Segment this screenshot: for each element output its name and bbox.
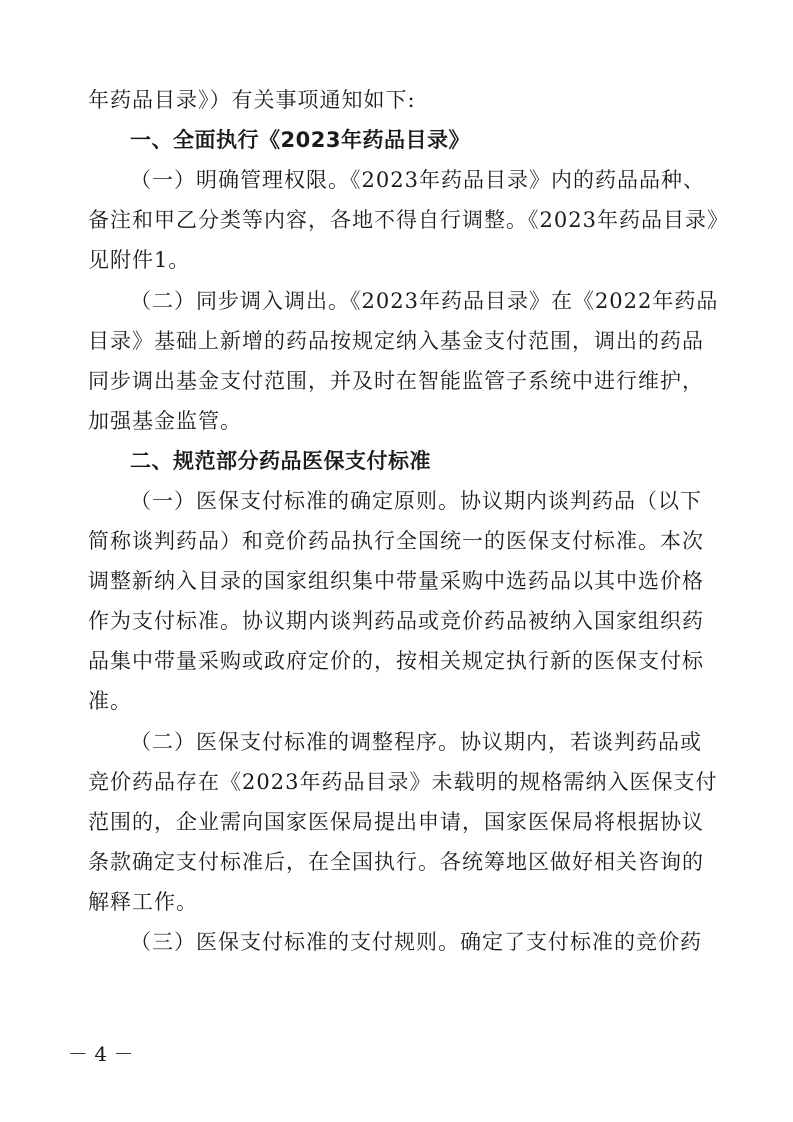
text-line: 同步调出基金支付范围，并及时在智能监管子系统中进行维护， <box>88 369 704 393</box>
text-line: 调整新纳入目录的国家组织集中带量采购中选药品以其中选价格 <box>88 569 704 593</box>
text-line: 备注和甲乙分类等内容，各地不得自行调整。《2023年药品目录》 <box>88 208 729 232</box>
text-line: （一）明确管理权限。《2023年药品目录》内的药品品种、 <box>130 168 705 192</box>
text-line: 范围的，企业需向国家医保局提出申请，国家医保局将根据协议 <box>88 810 704 834</box>
text-line: 准。 <box>88 689 132 713</box>
page-number: － 4 － <box>68 1042 134 1066</box>
section-heading-2: 二、规范部分药品医保支付标准 <box>130 449 431 473</box>
text-line: 品集中带量采购或政府定价的，按相关规定执行新的医保支付标 <box>88 649 704 673</box>
text-line: （一）医保支付标准的确定原则。协议期内谈判药品（以下 <box>130 489 702 513</box>
text-line: 目录》基础上新增的药品按规定纳入基金支付范围，调出的药品 <box>88 329 704 353</box>
text-line: 见附件1。 <box>88 248 191 272</box>
text-line: 年药品目录》）有关事项通知如下: <box>88 88 416 112</box>
text-line: 作为支付标准。协议期内谈判药品或竞价药品被纳入国家组织药 <box>88 609 704 633</box>
section-heading-1: 一、全面执行《2023年药品目录》 <box>130 128 470 152</box>
text-line: 简称谈判药品）和竞价药品执行全国统一的医保支付标准。本次 <box>88 529 704 553</box>
text-line: 加强基金监管。 <box>88 409 242 433</box>
text-line: 解释工作。 <box>88 890 198 914</box>
text-line: （二）同步调入调出。《2023年药品目录》在《2022年药品 <box>130 289 719 313</box>
text-line: 竞价药品存在《2023年药品目录》未载明的规格需纳入医保支付 <box>88 770 718 794</box>
text-line: （三）医保支付标准的支付规则。确定了支付标准的竞价药 <box>130 930 702 954</box>
text-line: 条款确定支付标准后，在全国执行。各统筹地区做好相关咨询的 <box>88 850 704 874</box>
text-line: （二）医保支付标准的调整程序。协议期内，若谈判药品或 <box>130 730 702 754</box>
